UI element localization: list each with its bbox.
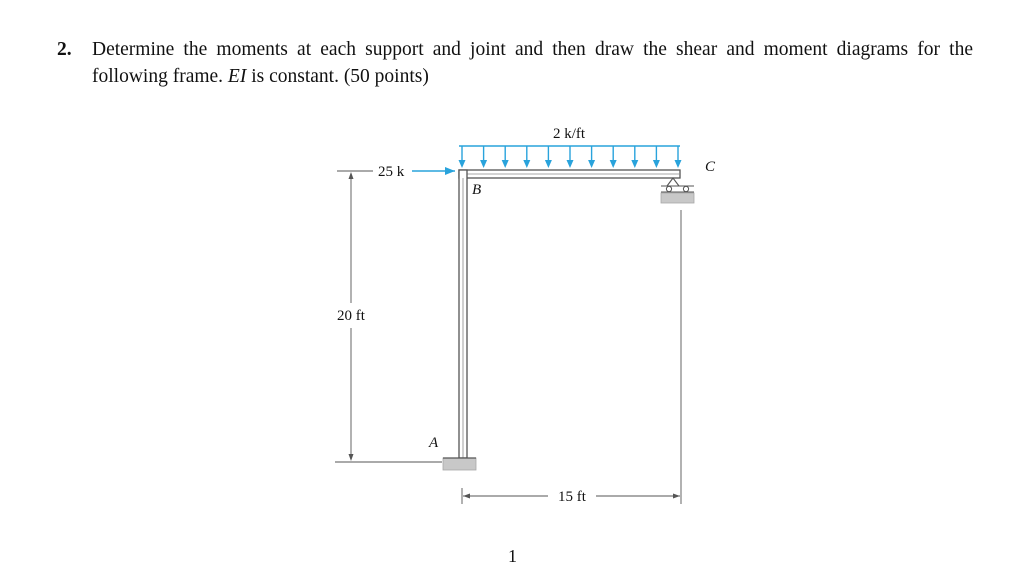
load-arrow-head [610,160,617,168]
page-number: 1 [508,546,517,566]
ei-label: EI [227,66,247,87]
problem-text-part2: is constant. (50 points) [246,66,429,87]
height-label: 20 ft [337,308,365,324]
load-arrow-head [675,160,682,168]
distributed-load-arrows [459,146,682,168]
point-load-label: 25 k [378,164,405,180]
problem-number: 2. [57,39,72,60]
joint-b-label: B [472,182,482,198]
problem-text-part1: Determine the moments at each support and joint and then draw the shear and moment diagrams for the following frame. [92,39,973,87]
fixed-support-a [443,458,476,470]
roller-support-c [661,178,694,203]
load-arrow-head [459,160,466,168]
load-arrow-head [567,160,574,168]
load-arrow-head [588,160,595,168]
span-dimension [462,210,681,504]
support-c-label: C [705,159,716,175]
load-arrow-head [502,160,509,168]
distributed-load [459,146,682,168]
load-arrow-head [545,160,552,168]
load-arrow-head [480,160,487,168]
load-arrow-head [653,160,660,168]
support-a-label: A [429,435,439,451]
beam-bc [459,170,680,178]
column-ab [459,170,467,458]
load-arrow-head [523,160,530,168]
distributed-load-label: 2 k/ft [552,126,586,142]
span-label: 15 ft [558,489,586,505]
load-arrow-head [631,160,638,168]
